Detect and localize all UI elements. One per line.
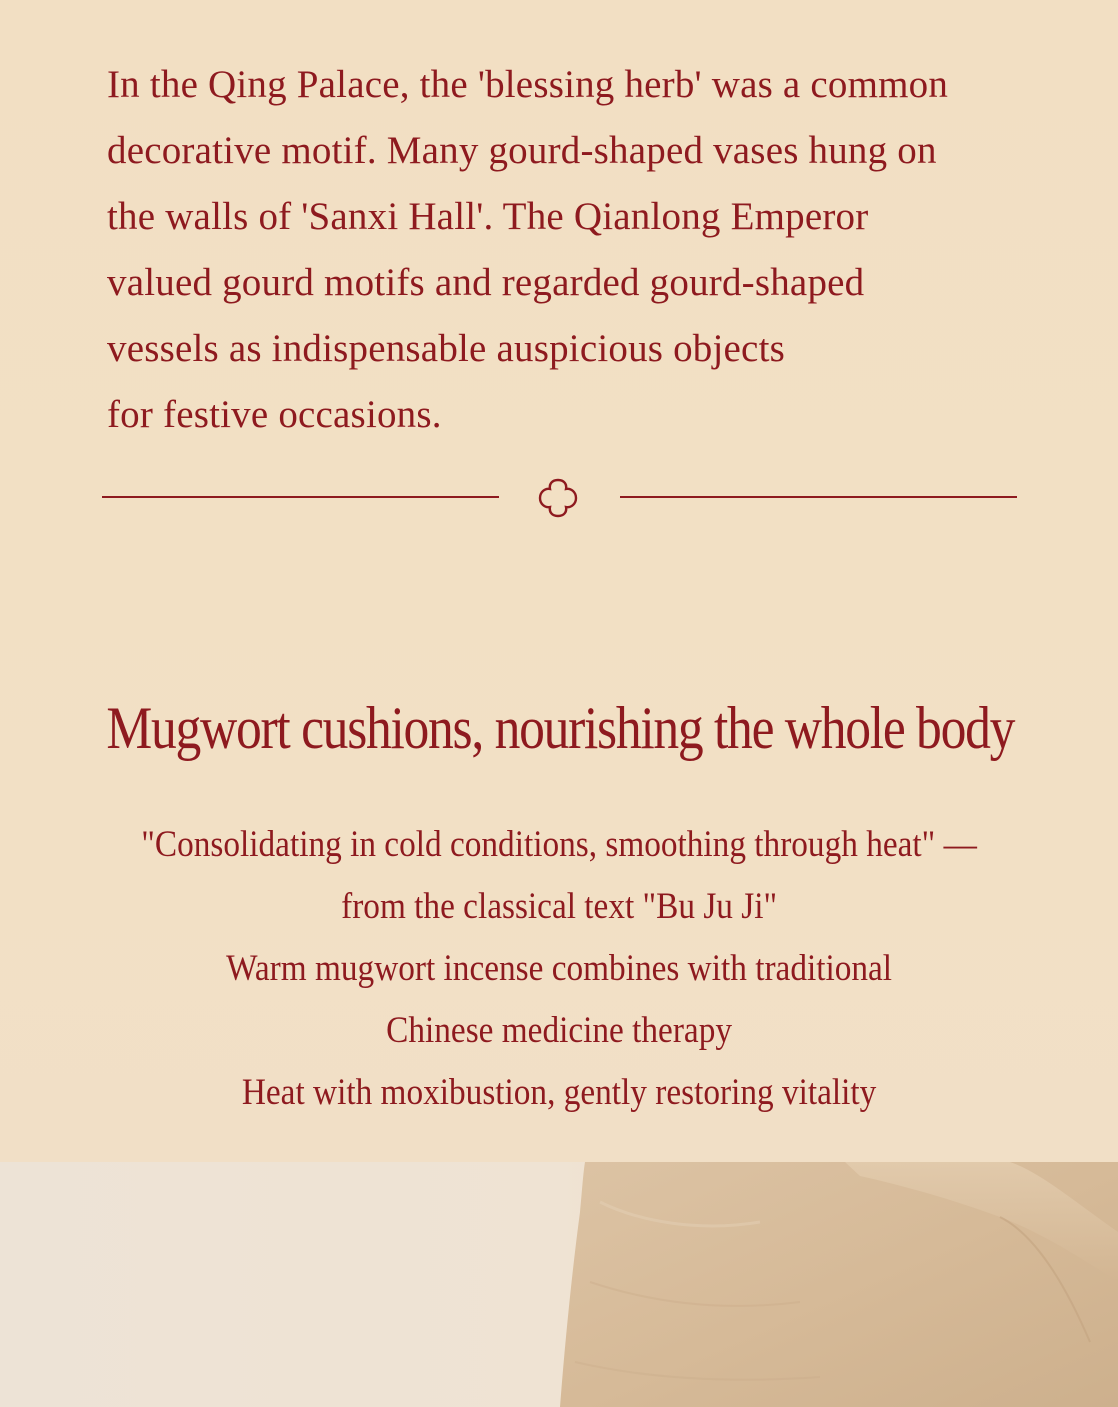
section-body: [0, 814, 1118, 1124]
section-line: Heat with moxibustion, gently restoring vitality: [241, 1072, 877, 1113]
section-line: Warm mugwort incense combines with traditional: [226, 948, 893, 989]
section-heading: Mugwort cushions, nourishing the whole body: [106, 695, 1015, 761]
intro-line: In the Qing Palace, the 'blessing herb' was a common: [107, 63, 949, 106]
intro-line: valued gourd motifs and regarded gourd-shaped: [107, 261, 865, 304]
intro-line: vessels as indispensable auspicious objects: [107, 327, 785, 370]
quatrefoil-ornament-icon: [532, 472, 584, 524]
ornamental-divider: [102, 470, 1017, 526]
intro-paragraph: [107, 52, 1027, 448]
divider-rule-right: [620, 496, 1017, 498]
section-line: "Consolidating in cold conditions, smoothing through heat" —: [141, 824, 977, 865]
cushion-illustration: [0, 1162, 1118, 1407]
divider-rule-left: [102, 496, 499, 498]
section-line: Chinese medicine therapy: [386, 1010, 733, 1051]
section-line: from the classical text "Bu Ju Ji": [341, 886, 778, 927]
intro-line: for festive occasions.: [107, 393, 442, 436]
intro-line: the walls of 'Sanxi Hall'. The Qianlong Emperor: [107, 195, 869, 238]
mugwort-cushion-photo: [0, 1162, 1118, 1407]
intro-line: decorative motif. Many gourd-shaped vases hung on: [107, 129, 937, 172]
